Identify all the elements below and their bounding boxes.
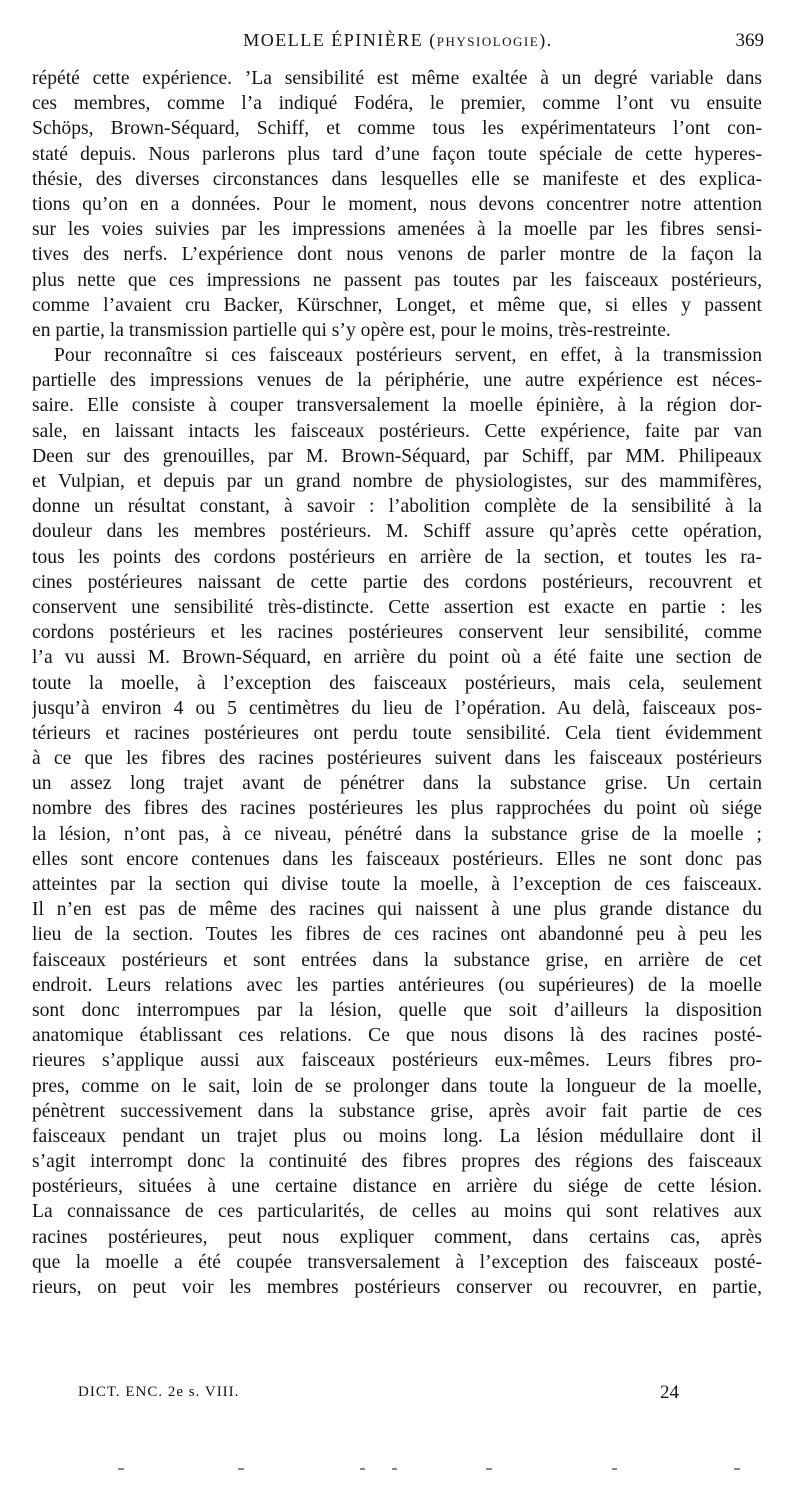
text-line: elles sont encore contenues dans les faisceaux postérieurs. Elles ne sont donc pas (32, 848, 762, 870)
text-line: tous les points des cordons postérieurs en arrière de la section, et toutes les ra- (32, 546, 762, 568)
text-line: comme l’avaient cru Backer, Kürschner, Longet, et même que, si elles y passent (32, 294, 762, 316)
text-line: cordons postérieurs et les racines postérieures conservent leur sensibilité, comme (32, 622, 762, 644)
printer-signature: DICT. ENC. 2e s. VIII. (78, 1384, 240, 1400)
text-line: en partie, la transmission partielle qui s’y opère est, pour le moins, très-restreinte. (32, 319, 671, 341)
speck (392, 1468, 397, 1470)
text-line: que la moelle a été coupée transversalement à l’exception des faisceaux posté- (32, 1251, 762, 1273)
text-line: La connaissance de ces particularités, de celles au moins qui sont relatives aux (32, 1201, 762, 1223)
text-line: rieurs, on peut voir les membres postérieurs conserver ou recouvrer, en partie, (32, 1277, 762, 1298)
speck (360, 1468, 365, 1470)
text-line: s’agit interrompt donc la continuité des fibres propres des régions des faisceaux (32, 1151, 762, 1173)
text-line: douleur dans les membres postérieurs. M. Schiff assure qu’après cette opération, (32, 521, 762, 543)
text-line: térieurs et racines postérieures ont perdu toute sensibilité. Cela tient évidemment (32, 722, 762, 744)
page-number: 369 (735, 30, 764, 51)
text-line: Il n’en est pas de même des racines qui naissent à une plus grande distance du (32, 899, 762, 921)
running-head (32, 30, 764, 58)
speck (486, 1468, 492, 1470)
speck (734, 1468, 740, 1470)
text-line: faisceaux pendant un trajet plus ou moins long. La lésion médullaire dont il (32, 1125, 762, 1147)
text-line: sur les voies suivies par les impressions amenées à la moelle par les fibres sensi- (32, 219, 762, 241)
text-line: donne un résultat constant, à savoir : l’abolition complète de la sensibilité à la (32, 496, 762, 518)
bottom-specks (0, 1460, 800, 1480)
text-line: toute la moelle, à l’exception des faisceaux postérieurs, mais cela, seulement (32, 672, 762, 694)
text-line: la lésion, n’ont pas, à ce niveau, pénétré dans la substance grise de la moelle ; (32, 823, 762, 845)
text-line: ces membres, comme l’a indiqué Fodéra, le premier, comme l’ont vu ensuite (32, 93, 762, 115)
text-line: rieures s’applique aussi aux faisceaux postérieurs eux-mêmes. Leurs fibres pro- (32, 1050, 762, 1072)
speck (612, 1468, 617, 1470)
speck (238, 1468, 244, 1470)
text-line: un assez long trajet avant de pénétrer dans la substance grise. Un certain (32, 773, 762, 795)
text-line: jusqu’à environ 4 ou 5 centimètres du lieu de l’opération. Au delà, faisceaux pos- (32, 697, 762, 719)
text-line: et Vulpian, et depuis par un grand nombre de physiologistes, sur des mammifères, (32, 471, 762, 492)
text-line: sale, en laissant intacts les faisceaux postérieurs. Cette expérience, faite par van (32, 420, 762, 442)
text-line: répété cette expérience. ’La sensibilité est même exaltée à un degré variable dans (32, 68, 762, 89)
sheet-number: 24 (660, 1382, 679, 1403)
text-line: plus nette que ces impressions ne passent pas toutes par les faisceaux postérieurs, (32, 269, 762, 291)
text-line: cines postérieures naissant de cette partie des cordons postérieurs, recouvrent et (32, 571, 762, 593)
text-line: Schöps, Brown-Séquard, Schiff, et comme tous les expérimentateurs l’ont con- (32, 118, 762, 140)
title-main: MOELLE ÉPINIÈRE ( (243, 30, 437, 50)
text-line: sont donc interrompues par la lésion, quelle que soit d’ailleurs la disposition (32, 999, 762, 1021)
text-line: à ce que les fibres des racines postérieures suivent dans les faisceaux postérieurs (32, 748, 762, 770)
text-line: tions qu’on en a données. Pour le moment, nous devons concentrer notre attention (32, 193, 762, 215)
body-text (32, 66, 762, 1300)
running-title (32, 30, 764, 51)
text-line: saire. Elle consiste à couper transversalement la moelle épinière, à la région dor- (32, 395, 762, 417)
text-line: Pour reconnaître si ces faisceaux postérieurs servent, en effet, à la transmission (54, 345, 762, 367)
title-end: ). (539, 30, 553, 50)
title-subtitle: PHYSIOLOGIE (436, 34, 540, 49)
text-line: postérieurs, situées à une certaine distance en arrière du siége de cette lésion. (32, 1176, 762, 1198)
text-line: anatomique établissant ces relations. Ce que nous disons là des racines posté- (32, 1025, 762, 1047)
text-line: tives des nerfs. L’expérience dont nous venons de parler montre de la façon la (32, 244, 762, 266)
text-line: pénètrent successivement dans la substance grise, après avoir fait partie de ces (32, 1100, 762, 1122)
text-line: faisceaux postérieurs et sont entrées dans la substance grise, en arrière de cet (32, 949, 762, 971)
text-line: thésie, des diverses circonstances dans lesquelles elle se manifeste et des explica- (32, 168, 762, 190)
text-line: lieu de la section. Toutes les fibres de ces racines ont abandonné peu à peu les (32, 924, 762, 946)
text-line: partielle des impressions venues de la périphérie, une autre expérience est néces- (32, 370, 762, 392)
text-line: Deen sur des grenouilles, par M. Brown-Séquard, par Schiff, par MM. Philipeaux (32, 445, 762, 467)
text-line: conservent une sensibilité très-distincte. Cette assertion est exacte en partie : les (32, 596, 762, 618)
text-line: nombre des fibres des racines postérieures les plus rapprochées du point où siége (32, 798, 762, 820)
text-line: endroit. Leurs relations avec les parties antérieures (ou supérieures) de la moelle (32, 974, 762, 996)
text-line: pres, comme on le sait, loin de se prolonger dans toute la longueur de la moelle, (32, 1075, 762, 1097)
text-line: racines postérieures, peut nous expliquer comment, dans certains cas, après (32, 1226, 762, 1248)
speck (118, 1468, 124, 1470)
text-line: atteintes par la section qui divise toute la moelle, à l’exception de ces faisceaux. (32, 874, 762, 895)
text-line: staté depuis. Nous parlerons plus tard d’une façon toute spéciale de cette hyperes- (32, 143, 762, 165)
text-line: l’a vu aussi M. Brown-Séquard, en arrière du point où a été faite une section de (32, 647, 762, 669)
